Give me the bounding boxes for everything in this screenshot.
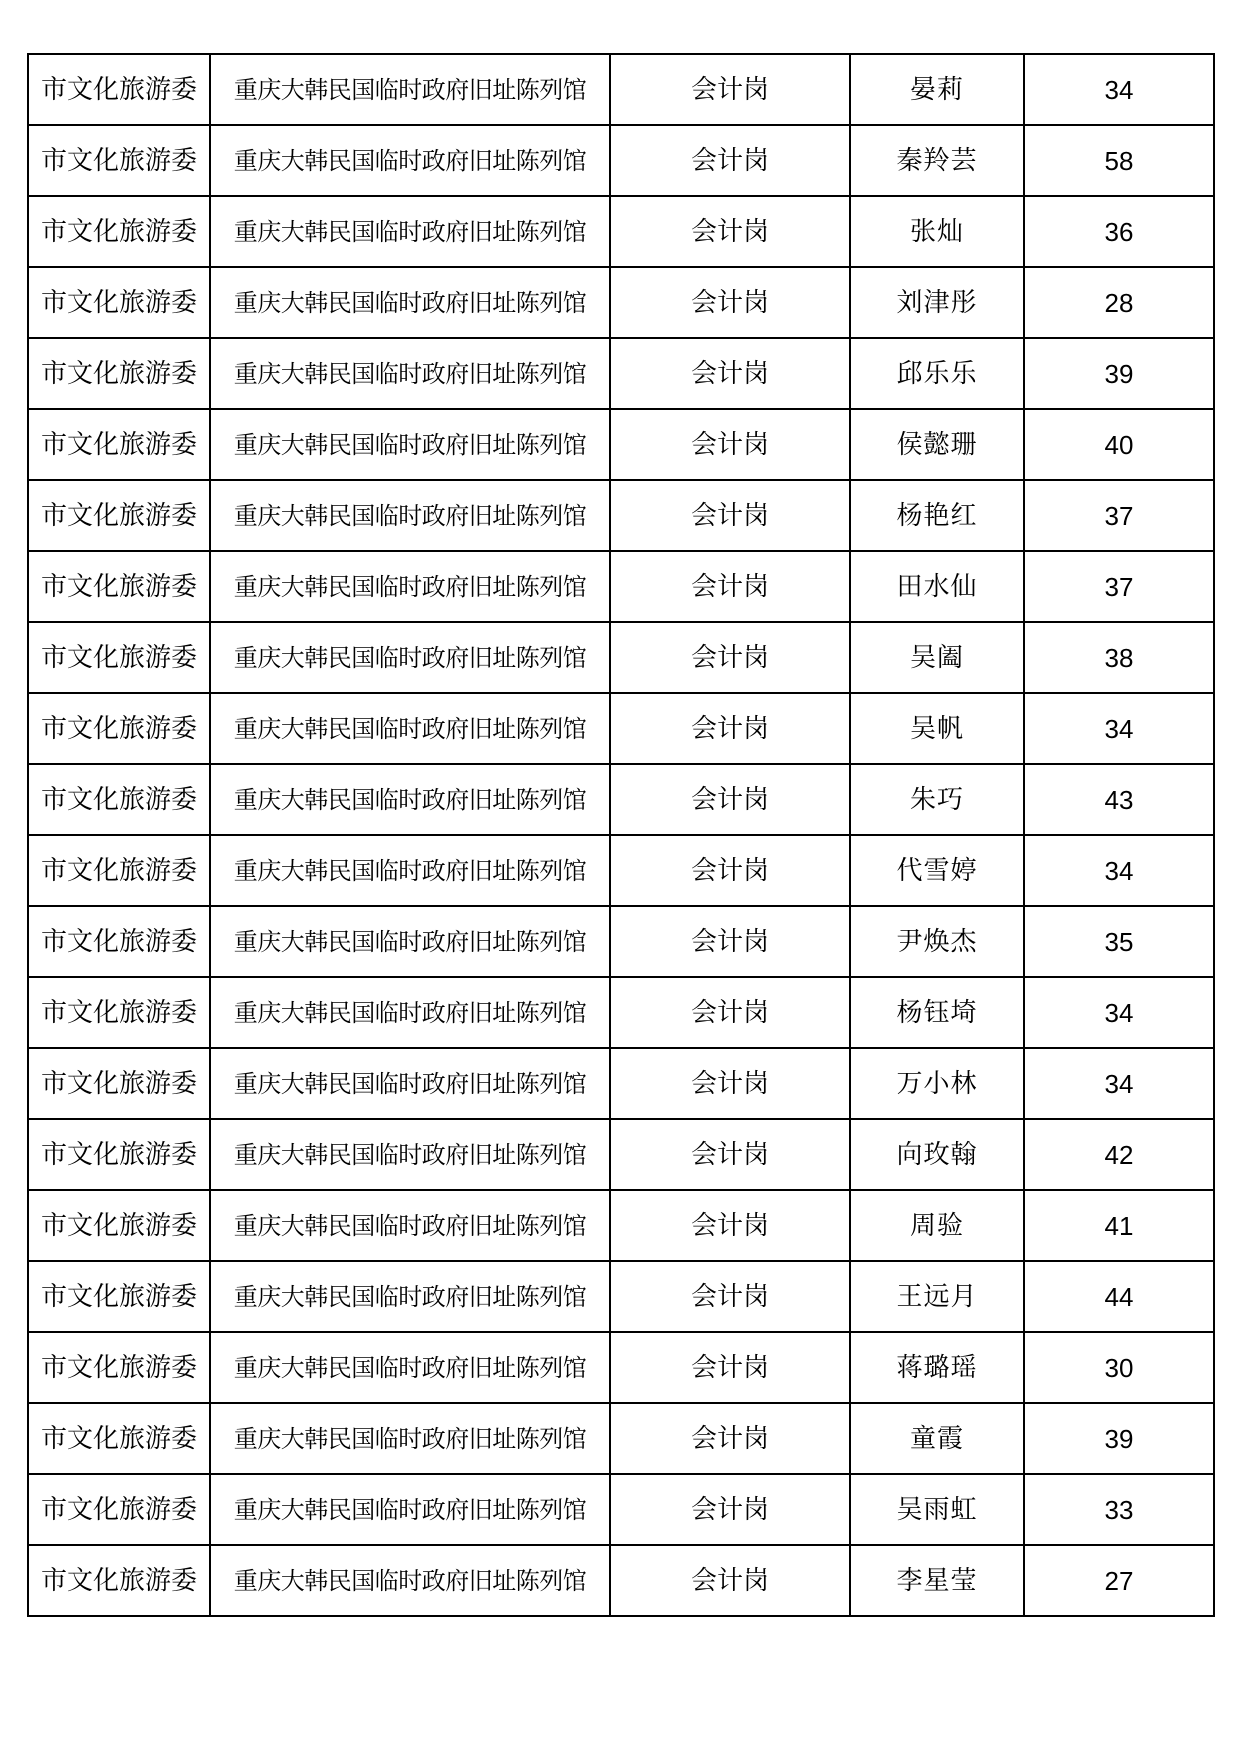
unit-cell: 重庆大韩民国临时政府旧址陈列馆 bbox=[210, 1119, 610, 1190]
department-cell: 市文化旅游委 bbox=[28, 480, 210, 551]
post-cell: 会计岗 bbox=[610, 1261, 850, 1332]
department-cell: 市文化旅游委 bbox=[28, 693, 210, 764]
unit-cell: 重庆大韩民国临时政府旧址陈列馆 bbox=[210, 835, 610, 906]
department-cell: 市文化旅游委 bbox=[28, 267, 210, 338]
department-cell: 市文化旅游委 bbox=[28, 906, 210, 977]
candidate-name-cell: 童霞 bbox=[850, 1403, 1024, 1474]
score-cell: 27 bbox=[1024, 1545, 1214, 1616]
department-cell: 市文化旅游委 bbox=[28, 1119, 210, 1190]
unit-cell: 重庆大韩民国临时政府旧址陈列馆 bbox=[210, 1261, 610, 1332]
score-cell: 34 bbox=[1024, 54, 1214, 125]
candidate-name-cell: 蒋璐瑶 bbox=[850, 1332, 1024, 1403]
candidate-name-cell: 李星莹 bbox=[850, 1545, 1024, 1616]
post-cell: 会计岗 bbox=[610, 1474, 850, 1545]
score-cell: 37 bbox=[1024, 551, 1214, 622]
score-cell: 40 bbox=[1024, 409, 1214, 480]
post-cell: 会计岗 bbox=[610, 1119, 850, 1190]
score-cell: 33 bbox=[1024, 1474, 1214, 1545]
table-row bbox=[28, 693, 1214, 764]
table-row bbox=[28, 1261, 1214, 1332]
table-row bbox=[28, 622, 1214, 693]
table-row bbox=[28, 551, 1214, 622]
unit-cell: 重庆大韩民国临时政府旧址陈列馆 bbox=[210, 409, 610, 480]
unit-cell: 重庆大韩民国临时政府旧址陈列馆 bbox=[210, 1190, 610, 1261]
unit-cell: 重庆大韩民国临时政府旧址陈列馆 bbox=[210, 1403, 610, 1474]
candidate-name-cell: 朱巧 bbox=[850, 764, 1024, 835]
department-cell: 市文化旅游委 bbox=[28, 1190, 210, 1261]
department-cell: 市文化旅游委 bbox=[28, 622, 210, 693]
department-cell: 市文化旅游委 bbox=[28, 977, 210, 1048]
candidate-name-cell: 向玫翰 bbox=[850, 1119, 1024, 1190]
post-cell: 会计岗 bbox=[610, 622, 850, 693]
candidate-name-cell: 王远月 bbox=[850, 1261, 1024, 1332]
unit-cell: 重庆大韩民国临时政府旧址陈列馆 bbox=[210, 125, 610, 196]
table-row bbox=[28, 835, 1214, 906]
table-body bbox=[28, 54, 1214, 1616]
department-cell: 市文化旅游委 bbox=[28, 409, 210, 480]
post-cell: 会计岗 bbox=[610, 1048, 850, 1119]
department-cell: 市文化旅游委 bbox=[28, 764, 210, 835]
candidate-name-cell: 吴阖 bbox=[850, 622, 1024, 693]
department-cell: 市文化旅游委 bbox=[28, 1403, 210, 1474]
unit-cell: 重庆大韩民国临时政府旧址陈列馆 bbox=[210, 196, 610, 267]
score-cell: 28 bbox=[1024, 267, 1214, 338]
score-cell: 34 bbox=[1024, 977, 1214, 1048]
post-cell: 会计岗 bbox=[610, 693, 850, 764]
department-cell: 市文化旅游委 bbox=[28, 835, 210, 906]
unit-cell: 重庆大韩民国临时政府旧址陈列馆 bbox=[210, 977, 610, 1048]
unit-cell: 重庆大韩民国临时政府旧址陈列馆 bbox=[210, 338, 610, 409]
score-cell: 37 bbox=[1024, 480, 1214, 551]
post-cell: 会计岗 bbox=[610, 54, 850, 125]
score-cell: 39 bbox=[1024, 1403, 1214, 1474]
candidate-name-cell: 尹焕杰 bbox=[850, 906, 1024, 977]
post-cell: 会计岗 bbox=[610, 551, 850, 622]
candidate-name-cell: 周验 bbox=[850, 1190, 1024, 1261]
unit-cell: 重庆大韩民国临时政府旧址陈列馆 bbox=[210, 1332, 610, 1403]
table-row bbox=[28, 1403, 1214, 1474]
department-cell: 市文化旅游委 bbox=[28, 125, 210, 196]
department-cell: 市文化旅游委 bbox=[28, 551, 210, 622]
post-cell: 会计岗 bbox=[610, 338, 850, 409]
table-row bbox=[28, 1332, 1214, 1403]
table-row bbox=[28, 1190, 1214, 1261]
table-row bbox=[28, 1048, 1214, 1119]
score-cell: 42 bbox=[1024, 1119, 1214, 1190]
candidate-name-cell: 秦羚芸 bbox=[850, 125, 1024, 196]
post-cell: 会计岗 bbox=[610, 267, 850, 338]
department-cell: 市文化旅游委 bbox=[28, 1545, 210, 1616]
table-row bbox=[28, 125, 1214, 196]
candidate-name-cell: 吴雨虹 bbox=[850, 1474, 1024, 1545]
post-cell: 会计岗 bbox=[610, 1403, 850, 1474]
candidate-name-cell: 侯懿珊 bbox=[850, 409, 1024, 480]
score-cell: 34 bbox=[1024, 693, 1214, 764]
candidate-name-cell: 代雪婷 bbox=[850, 835, 1024, 906]
post-cell: 会计岗 bbox=[610, 906, 850, 977]
table-row bbox=[28, 338, 1214, 409]
unit-cell: 重庆大韩民国临时政府旧址陈列馆 bbox=[210, 1474, 610, 1545]
score-cell: 44 bbox=[1024, 1261, 1214, 1332]
score-cell: 35 bbox=[1024, 906, 1214, 977]
candidate-name-cell: 晏莉 bbox=[850, 54, 1024, 125]
table-row bbox=[28, 1545, 1214, 1616]
unit-cell: 重庆大韩民国临时政府旧址陈列馆 bbox=[210, 622, 610, 693]
table-row bbox=[28, 54, 1214, 125]
table-row bbox=[28, 977, 1214, 1048]
department-cell: 市文化旅游委 bbox=[28, 54, 210, 125]
unit-cell: 重庆大韩民国临时政府旧址陈列馆 bbox=[210, 267, 610, 338]
unit-cell: 重庆大韩民国临时政府旧址陈列馆 bbox=[210, 1048, 610, 1119]
score-sheet bbox=[27, 53, 1213, 1617]
candidate-name-cell: 吴帆 bbox=[850, 693, 1024, 764]
unit-cell: 重庆大韩民国临时政府旧址陈列馆 bbox=[210, 480, 610, 551]
department-cell: 市文化旅游委 bbox=[28, 338, 210, 409]
post-cell: 会计岗 bbox=[610, 1332, 850, 1403]
score-cell: 41 bbox=[1024, 1190, 1214, 1261]
table-row bbox=[28, 1474, 1214, 1545]
post-cell: 会计岗 bbox=[610, 480, 850, 551]
score-cell: 34 bbox=[1024, 835, 1214, 906]
score-cell: 58 bbox=[1024, 125, 1214, 196]
score-cell: 30 bbox=[1024, 1332, 1214, 1403]
score-cell: 38 bbox=[1024, 622, 1214, 693]
post-cell: 会计岗 bbox=[610, 409, 850, 480]
candidate-name-cell: 杨钰埼 bbox=[850, 977, 1024, 1048]
department-cell: 市文化旅游委 bbox=[28, 1048, 210, 1119]
candidate-name-cell: 杨艳红 bbox=[850, 480, 1024, 551]
score-table bbox=[27, 53, 1215, 1617]
score-cell: 34 bbox=[1024, 1048, 1214, 1119]
score-cell: 36 bbox=[1024, 196, 1214, 267]
table-row bbox=[28, 906, 1214, 977]
table-row bbox=[28, 409, 1214, 480]
table-row bbox=[28, 480, 1214, 551]
post-cell: 会计岗 bbox=[610, 196, 850, 267]
post-cell: 会计岗 bbox=[610, 977, 850, 1048]
candidate-name-cell: 万小林 bbox=[850, 1048, 1024, 1119]
unit-cell: 重庆大韩民国临时政府旧址陈列馆 bbox=[210, 693, 610, 764]
candidate-name-cell: 刘津彤 bbox=[850, 267, 1024, 338]
table-row bbox=[28, 1119, 1214, 1190]
score-cell: 39 bbox=[1024, 338, 1214, 409]
table-row bbox=[28, 267, 1214, 338]
unit-cell: 重庆大韩民国临时政府旧址陈列馆 bbox=[210, 551, 610, 622]
department-cell: 市文化旅游委 bbox=[28, 1332, 210, 1403]
department-cell: 市文化旅游委 bbox=[28, 1474, 210, 1545]
post-cell: 会计岗 bbox=[610, 835, 850, 906]
table-row bbox=[28, 764, 1214, 835]
department-cell: 市文化旅游委 bbox=[28, 1261, 210, 1332]
score-cell: 43 bbox=[1024, 764, 1214, 835]
unit-cell: 重庆大韩民国临时政府旧址陈列馆 bbox=[210, 764, 610, 835]
post-cell: 会计岗 bbox=[610, 1190, 850, 1261]
candidate-name-cell: 田水仙 bbox=[850, 551, 1024, 622]
candidate-name-cell: 张灿 bbox=[850, 196, 1024, 267]
unit-cell: 重庆大韩民国临时政府旧址陈列馆 bbox=[210, 906, 610, 977]
department-cell: 市文化旅游委 bbox=[28, 196, 210, 267]
candidate-name-cell: 邱乐乐 bbox=[850, 338, 1024, 409]
post-cell: 会计岗 bbox=[610, 764, 850, 835]
post-cell: 会计岗 bbox=[610, 1545, 850, 1616]
unit-cell: 重庆大韩民国临时政府旧址陈列馆 bbox=[210, 54, 610, 125]
post-cell: 会计岗 bbox=[610, 125, 850, 196]
table-row bbox=[28, 196, 1214, 267]
unit-cell: 重庆大韩民国临时政府旧址陈列馆 bbox=[210, 1545, 610, 1616]
